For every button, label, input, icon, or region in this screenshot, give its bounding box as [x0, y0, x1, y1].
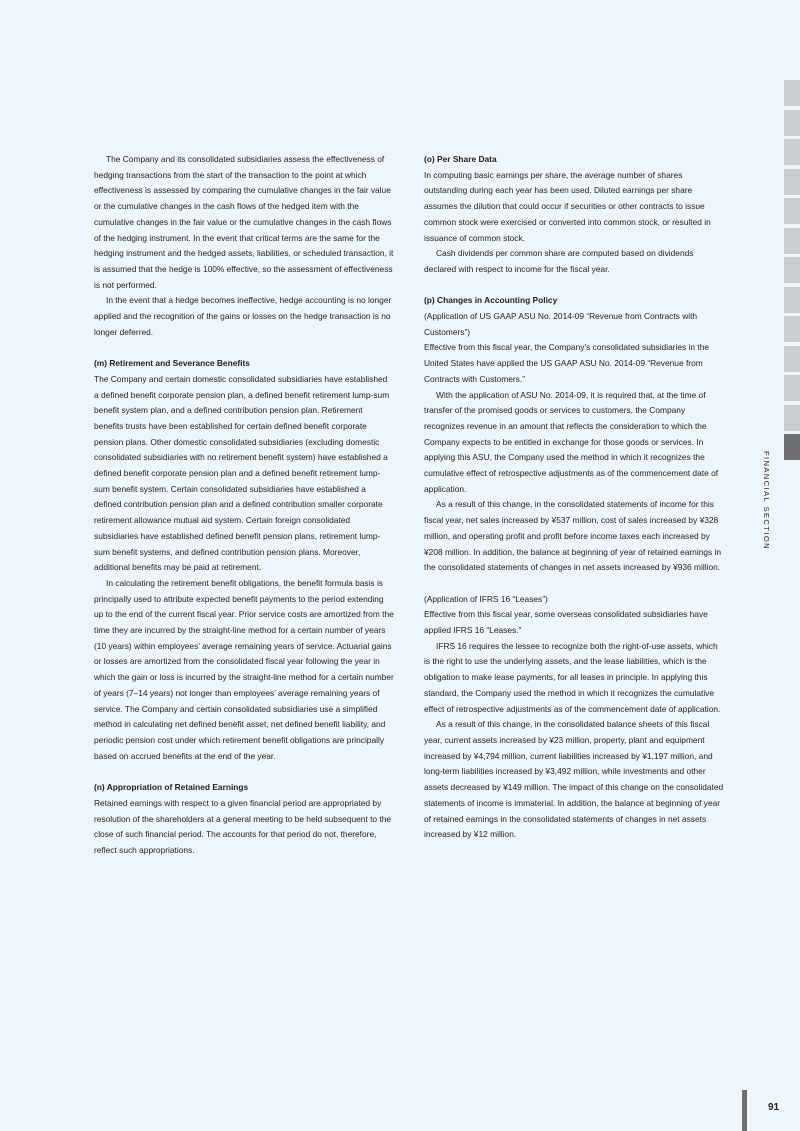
section-p-paragraph-4: Effective from this fiscal year, some overseas consolidated subsidiaries have applied IFRS 16 “Leases.”: [424, 609, 708, 636]
section-label: FINANCIAL SECTION: [762, 451, 771, 551]
section-p-subheading-2: (Application of IFRS 16 “Leases”): [424, 593, 548, 604]
section-tab[interactable]: [784, 110, 800, 136]
section-tab[interactable]: [784, 375, 800, 401]
section-p-paragraph-5: IFRS 16 requires the lessee to recognize both the right-of-use assets, which is the right to use the underlying assets, and the lease liabilities, which is the obligation to make lease payments, for all leases in principle. In applying this standard, the Company used the method in which it recognizes the cumulative effect of retrospective adjustments as of the commencement date of application.: [424, 640, 721, 714]
section-tab[interactable]: [784, 139, 800, 165]
left-column: [94, 152, 394, 859]
section-p-paragraph-2: With the application of ASU No. 2014-09, it is required that, at the time of transfer of the promised goods or services to customers, the Company recognizes revenue in an amount that reflects the consideration to which the Company expects to be entitled in exchange for those goods or services. In applying this ASU, the Company used the method in which it recognizes the cumulative effect of retrospective adjustments as of the commencement date of application.: [424, 389, 719, 494]
section-tabs: [784, 80, 800, 464]
section-tab[interactable]: [784, 80, 800, 106]
right-column: [424, 152, 724, 843]
page-number-bar: [742, 1090, 747, 1131]
page-number: 91: [768, 1102, 780, 1113]
section-n-heading: (n) Appropriation of Retained Earnings: [94, 782, 249, 793]
section-tab[interactable]: [784, 346, 800, 372]
section-tab[interactable]: [784, 228, 800, 254]
section-tab-active[interactable]: [784, 434, 800, 460]
section-o-heading: (o) Per Share Data: [424, 154, 497, 164]
section-tab[interactable]: [784, 169, 800, 195]
section-n-paragraph-1: Retained earnings with respect to a given financial period are appropriated by resolution of the shareholders at a general meeting to be held subsequent to the close of such financial period. The accounts for that period do not, therefore, reflect such appropriations.: [94, 797, 392, 855]
hedge-paragraph-1: The Company and its consolidated subsidiaries assess the effectiveness of hedging transactions from the start of the transaction to the point at which effectiveness is assessed by comparing the cumulative changes in the fair value or the cumulative changes in the cash flows of the hedged item with the cumulative changes in the fair value or the cumulative changes in the cash flows of the hedging instrument. In the event that critical terms are the same for the hedging instrument and the hedged assets, liabilities, or scheduled transaction, it is assumed that the hedge is 100% effective, so the assessment of effectiveness is not performed.: [94, 154, 394, 290]
hedge-paragraph-2: In the event that a hedge becomes ineffective, hedge accounting is no longer applied and the recognition of the gains or losses on the hedge transaction is no longer deferred.: [94, 295, 392, 337]
section-m-paragraph-1: The Company and certain domestic consolidated subsidiaries have established a defined benefit corporate pension plan, a defined benefit retirement lump-sum benefit system plan, and a defined contribution pension plan. Retirement benefits trusts have been established for certain defined benefit corporate pension plans. Other domestic consolidated subsidiaries (excluding domestic consolidated subsidiaries with no retirement benefit system) have established a defined benefit corporate pension plan and a defined benefit retirement lump-sum benefit system. Certain consolidated subsidiaries have established a defined contribution pension plan and a defined contribution smaller corporate retirement allowance mutual aid system. Certain foreign consolidated subsidiaries have established defined benefit pension plans, retirement lump-sum benefit systems, and defined contribution pension plans. Moreover, additional benefits may be paid at retirement.: [94, 373, 390, 573]
section-p-heading: (p) Changes in Accounting Policy: [424, 295, 558, 306]
section-tab[interactable]: [784, 257, 800, 283]
section-p-paragraph-1: Effective from this fiscal year, the Company’s consolidated subsidiaries in the United States have applied the US GAAP ASU No. 2014-09 “Revenue from Contracts with Customers.”: [424, 342, 710, 384]
section-tab[interactable]: [784, 287, 800, 313]
section-tab[interactable]: [784, 316, 800, 342]
section-m-paragraph-2: In calculating the retirement benefit obligations, the benefit formula basis is principally used to attribute expected benefit payments to the period extending up to the end of the current fiscal year. Prior service costs are amortized from the time they are incurred by the straight-line method for a certain number of years (10 years) within employees’ average remaining years of service. Actuarial gains or losses are amortized from the consolidated fiscal year following the year in which the gain or loss is incurred by the straight-line method for a certain number of years (7–14 years) not longer than employees’ average remaining years of service. The Company and certain consolidated subsidiaries use a simplified method in calculating net defined benefit asset, net defined benefit liability, and periodic pension cost under which retirement benefit obligations are principally based on accrued benefits at the end of the year.: [94, 577, 394, 761]
section-tab[interactable]: [784, 198, 800, 224]
section-tab[interactable]: [784, 405, 800, 431]
section-o-paragraph-2: Cash dividends per common share are computed based on dividends declared with respect to income for the fiscal year.: [424, 248, 694, 274]
section-p-subheading-1: (Application of US GAAP ASU No. 2014-09 “Revenue from Contracts with Customers”): [424, 311, 698, 337]
section-m-heading: (m) Retirement and Severance Benefits: [94, 358, 250, 369]
section-o-paragraph-1: In computing basic earnings per share, the average number of shares outstanding during each year has been used. Diluted earnings per share assumes the dilution that could occur if securities or other contracts to issue common stock were exercised or converted into common stock, or resulted in issuance of common stock.: [424, 169, 711, 243]
section-p-paragraph-6: As a result of this change, in the consolidated balance sheets of this fiscal year, current assets increased by ¥23 million, property, plant and equipment increased by ¥4,794 million, current liabilities increased by ¥1,197 million, and long-term liabilities increased by ¥3,492 million, while investments and other assets decreased by ¥149 million. The impact of this change on the consolidated statements of income is immaterial. In addition, the balance at beginning of year of retained earnings in the consolidated statements of changes in net assets increased by ¥12 million.: [424, 719, 724, 840]
section-p-paragraph-3: As a result of this change, in the consolidated statements of income for this fiscal year, net sales increased by ¥537 million, cost of sales increased by ¥328 million, and operating profit and profit before income taxes each increased by ¥208 million. In addition, the balance at beginning of year of retained earnings in the consolidated statements of changes in net assets increased by ¥936 million.: [424, 499, 722, 573]
